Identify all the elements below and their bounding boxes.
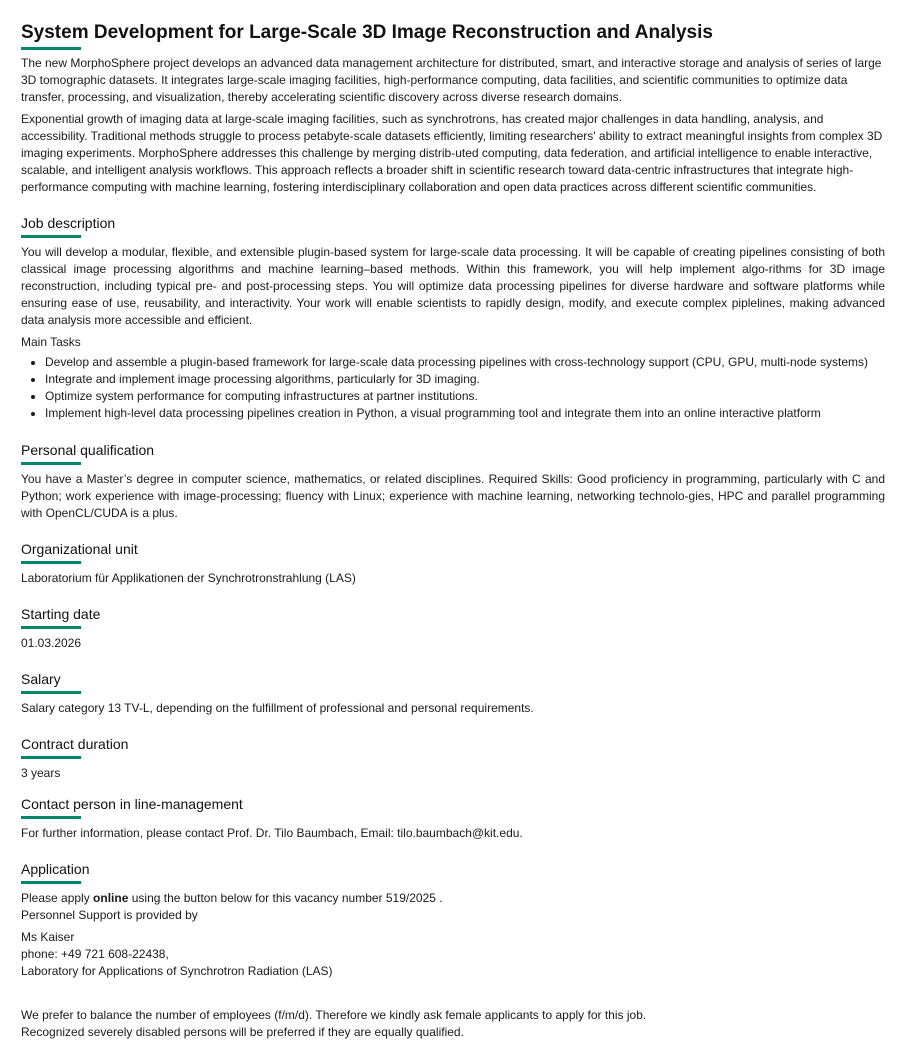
intro-paragraph-2: Exponential growth of imaging data at large-scale imaging facilities, such as synchrotrons, has created major challenges in data handling, analysis, and accessibility. Traditional methods struggle to process petabyte-scale datasets efficiently, limiting researchers' ability to extract meaningful insights from complex 3D imaging experiments. MorphoSphere addresses this challenge by merging distrib-uted computing, data federation, and artificial intelligence to enable interactive, scalable, and intelligent analysis workflows. This approach reflects a broader shift in scientific research toward data-centric infrastructures that integrate high-performance computing with machine learning, fostering interdisciplinary collaboration and open data practices across different scientific communities.	[21, 112, 883, 194]
list-item: • Optimize system performance for computing infrastructures at partner institutions.	[45, 388, 885, 405]
qualification-section	[21, 441, 885, 522]
org-unit-text: Laboratorium für Applikationen der Synchrotronstrahlung (LAS)	[21, 571, 356, 585]
heading-underline	[21, 626, 81, 629]
salary-text: Salary category 13 TV-L, depending on the fulfillment of professional and personal requirements.	[21, 701, 534, 715]
apply-suffix: using the button below for this vacancy number 519/2025 .	[128, 891, 443, 905]
heading-underline	[21, 235, 81, 238]
list-item: • Develop and assemble a plugin-based framework for large-scale data processing pipelines with cross-technology support (CPU, GPU, multi-node systems)	[45, 354, 885, 371]
contact-section	[21, 795, 885, 842]
apply-online-emphasis: online	[93, 891, 129, 905]
contact-person-name: Ms Kaiser	[21, 930, 75, 944]
apply-line	[21, 890, 885, 907]
application-heading: Application	[21, 861, 90, 877]
list-item: • Implement high-level data processing pipelines creation in Python, a visual programming tool and integrate them into an online interactive platform	[45, 405, 885, 422]
heading-underline	[21, 756, 81, 759]
heading-underline	[21, 462, 81, 465]
contract-heading: Contract duration	[21, 736, 129, 752]
job-description-section	[21, 214, 885, 422]
intro-section	[21, 55, 885, 196]
heading-underline	[21, 881, 81, 884]
contact-heading: Contact person in line-management	[21, 796, 243, 812]
main-tasks-list	[21, 354, 885, 422]
heading-underline	[21, 561, 81, 564]
apply-prefix: Please apply	[21, 891, 94, 905]
qualification-heading: Personal qualification	[21, 442, 155, 458]
list-item: • Integrate and implement image processing algorithms, particularly for 3D imaging.	[45, 371, 885, 388]
qualification-text: You have a Master’s degree in computer science, mathematics, or related disciplines. Required Skills: Good proficiency in programming, particularly with C and Python; work experience with image-processing; fluency with Linux; experience with machine learning, networking technolo-gies, HPC and parallel programming with OpenCL/CUDA is a plus.	[21, 472, 885, 520]
starting-date-heading: Starting date	[21, 606, 101, 622]
org-unit-heading: Organizational unit	[21, 541, 138, 557]
contract-section	[21, 735, 885, 782]
salary-heading: Salary	[21, 671, 61, 687]
job-description-heading: Job description	[21, 215, 116, 231]
job-description-text: You will develop a modular, flexible, and extensible plugin-based system for large-scale data processing. It will be capable of creating pipelines consisting of both classical image processing algorithms and machine learning–based methods. Within this framework, you will help implement algo-rithms for 3D image reconstruction, including typical pre- and post-processing steps. You will optimize data processing pipelines for diverse hardware and software platforms while ensuring ease of use, reusability, and interactivity. Your work will enable scientists to rapidly design, modify, and execute complex piplelines, making advanced data analysis more accessible and efficient.	[21, 245, 885, 327]
contact-lab: Laboratory for Applications of Synchrotron Radiation (LAS)	[21, 964, 333, 978]
title-underline	[21, 47, 81, 50]
salary-section	[21, 670, 885, 717]
heading-underline	[21, 816, 81, 819]
title-block	[21, 0, 885, 50]
page-title: System Development for Large-Scale 3D Image Reconstruction and Analysis	[21, 22, 713, 43]
disability-statement: Recognized severely disabled persons will be preferred if they are equally qualified.	[21, 1025, 464, 1039]
org-unit-section	[21, 540, 885, 587]
starting-date-text: 01.03.2026	[21, 636, 82, 650]
personnel-support-text: Personnel Support is provided by	[21, 908, 198, 922]
contract-text: 3 years	[21, 766, 61, 780]
contact-phone: phone: +49 721 608-22438,	[21, 947, 169, 961]
main-tasks-label: Main Tasks	[21, 335, 81, 349]
intro-paragraph-1: The new MorphoSphere project develops an advanced data management architecture for distributed, smart, and interactive storage and analysis of series of large 3D tomographic datasets. It integrates large-scale imaging facilities, high-performance computing, data facilities, and scientific communities to optimize data transfer, processing, and visualization, thereby accelerating scientific discovery across diverse research domains.	[21, 56, 882, 104]
contact-text: For further information, please contact Prof. Dr. Tilo Baumbach, Email: tilo.baumbach@kit.edu.	[21, 826, 523, 840]
starting-date-section	[21, 605, 885, 652]
application-section	[21, 860, 885, 1041]
heading-underline	[21, 691, 81, 694]
equality-statement: We prefer to balance the number of employees (f/m/d). Therefore we kindly ask female applicants to apply for this job.	[21, 1008, 647, 1022]
